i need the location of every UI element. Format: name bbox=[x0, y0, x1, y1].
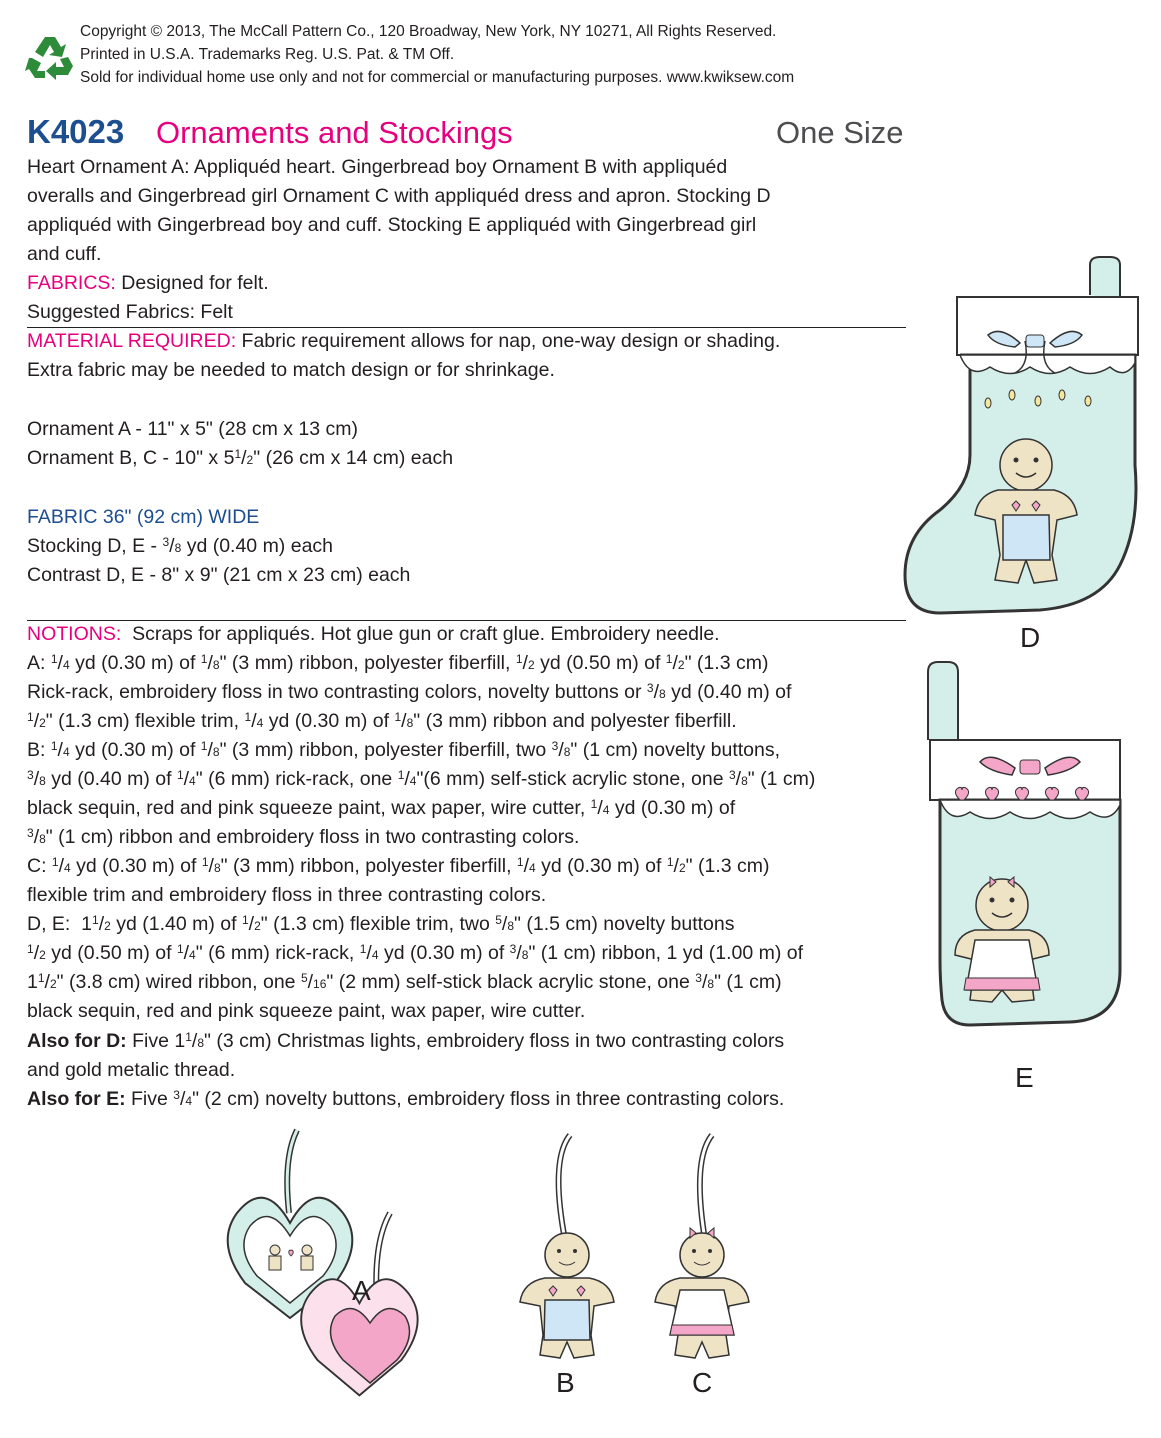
sold-text: Sold for individual home use only and not for commercial or manufacturing purposes. www.kwiksew.com bbox=[80, 69, 795, 86]
view-label-c: C bbox=[692, 1367, 713, 1398]
material-line-2: Extra fabric may be needed to match design or for shrinkage. bbox=[27, 359, 555, 381]
view-label-a: A bbox=[352, 1275, 371, 1306]
stocking-text: yd (0.40 m) each bbox=[186, 535, 334, 557]
notions-b-line-1: B: $^1$/4 yd (0.30 m) of $^1$/8" (3 mm) ribbon, polyester fiberfill, two $^3$/8" (1 cm) novelty buttons, bbox=[27, 739, 781, 761]
description-line: and cuff. bbox=[27, 243, 102, 265]
notions-e-label: Also for E: bbox=[27, 1088, 126, 1110]
description-line: Heart Ornament A: Appliquéd heart. Gingerbread boy Ornament B with appliquéd bbox=[27, 156, 728, 178]
notions-d-text-2: " (3 cm) Christmas lights, embroidery floss in two contrasting colors bbox=[204, 1030, 785, 1052]
material-text: Fabric requirement allows for nap, one-way design or shading. bbox=[241, 330, 781, 352]
notions-a-line-2: Rick-rack, embroidery floss in two contrasting colors, novelty buttons or $^3$/8 yd (0.40 m) of bbox=[27, 681, 792, 703]
notions-de-label: D, E: bbox=[27, 913, 71, 935]
pattern-size: One Size bbox=[776, 115, 904, 150]
printed-text: Printed in U.S.A. Trademarks Reg. U.S. Pat. & TM Off. bbox=[80, 46, 455, 63]
notions-b-line-2: $^3$/8 yd (0.40 m) of $^1$/4" (6 mm) rick-rack, one $^1$/4"(6 mm) self-stick acrylic stone, one $^3$/8" (1 cm) bbox=[27, 768, 816, 790]
stocking-label: Stocking D, E - bbox=[27, 535, 158, 557]
notions-de-line-4: black sequin, red and pink squeeze paint, wax paper, wire cutter. bbox=[27, 1000, 586, 1022]
notions-line bbox=[27, 623, 720, 646]
pattern-code: K4023 bbox=[27, 113, 125, 150]
suggested-fabrics: Suggested Fabrics: Felt bbox=[27, 301, 233, 323]
contrast-yardage bbox=[27, 564, 410, 587]
pattern-title: Ornaments and Stockings bbox=[156, 115, 513, 150]
notions-a-line-1: A: $^1$/4 yd (0.30 m) of $^1$/8" (3 mm) ribbon, polyester fiberfill, $^1$/2 yd (0.50 m) of $^1$/2" (1.3 cm) bbox=[27, 652, 769, 674]
divider bbox=[27, 327, 906, 328]
divider bbox=[27, 620, 906, 621]
description-line: appliquéd with Gingerbread boy and cuff. Stocking E appliquéd with Gingerbread girl bbox=[27, 214, 757, 236]
notions-b-line-4: $^3$/8" (1 cm) ribbon and embroidery floss in two contrasting colors. bbox=[27, 826, 580, 848]
ornament-c-illustration bbox=[650, 1130, 755, 1370]
ornament-a-illustration bbox=[225, 1118, 420, 1423]
notions-e-text-2: " (2 cm) novelty buttons, embroidery floss in three contrasting colors. bbox=[192, 1088, 785, 1110]
notions-e-text: Five bbox=[131, 1088, 168, 1110]
copyright-text: Copyright © 2013, The McCall Pattern Co., 120 Broadway, New York, NY 10271, All Rights Reserved. bbox=[80, 23, 777, 40]
ornament-bc-text-2: " (26 cm x 14 cm) each bbox=[253, 447, 454, 469]
fabric-width-heading: FABRIC 36" (92 cm) WIDE bbox=[27, 506, 260, 528]
notions-b-line-3: black sequin, red and pink squeeze paint, wax paper, wire cutter, $^1$/4 yd (0.30 m) of bbox=[27, 797, 736, 819]
notions-text: Scraps for appliqués. Hot glue gun or craft glue. Embroidery needle. bbox=[132, 623, 720, 645]
description-line: overalls and Gingerbread girl Ornament C with appliquéd dress and apron. Stocking D bbox=[27, 185, 771, 207]
view-label-d: D bbox=[1020, 622, 1041, 653]
ornament-bc-text: 10" x 5 bbox=[174, 447, 235, 469]
notions-de-line-2: $^1$/2 yd (0.50 m) of $^1$/4" (6 mm) rick-rack, $^1$/4 yd (0.30 m) of $^3$/8" (1 cm) ribbon, 1 yd (1.00 m) of bbox=[27, 942, 804, 964]
view-label-e: E bbox=[1015, 1062, 1034, 1093]
recycle-icon bbox=[25, 33, 75, 83]
ornament-bc-yardage: Ornament B, C - 10" x $5^1/2$" (26 cm x 14 cm) each bbox=[27, 447, 454, 469]
notions-e-line: Also for E: Five $^3$/4" (2 cm) novelty buttons, embroidery floss in three contrasting colors. bbox=[27, 1088, 785, 1110]
notions-a-label: A: bbox=[27, 652, 46, 674]
material-line bbox=[27, 330, 780, 353]
notions-label: NOTIONS: bbox=[27, 623, 122, 645]
notions-b-label: B: bbox=[27, 739, 46, 761]
stocking-d-illustration bbox=[900, 255, 1150, 630]
ornament-a-label: Ornament A - bbox=[27, 418, 142, 440]
contrast-text: 8" x 9" (21 cm x 23 cm) each bbox=[161, 564, 411, 586]
notions-d-line-1: Also for D: Five $1^1/8$" (3 cm) Christmas lights, embroidery floss in two contrasting colors bbox=[27, 1030, 785, 1052]
notions-d-text: Five 1 bbox=[132, 1030, 186, 1052]
notions-de-line-1: D, E: $1^1/2$ yd (1.40 m) of $^1$/2" (1.3 cm) flexible trim, two $^5$/8" (1.5 cm) novelty buttons bbox=[27, 913, 735, 935]
notions-d-line-2: and gold metalic thread. bbox=[27, 1059, 236, 1081]
notions-d-label: Also for D: bbox=[27, 1030, 127, 1052]
ornament-bc-label: Ornament B, C - bbox=[27, 447, 169, 469]
fabrics-label: FABRICS: bbox=[27, 272, 116, 294]
fabrics-line bbox=[27, 272, 269, 295]
fabrics-text: Designed for felt. bbox=[121, 272, 269, 294]
material-label: MATERIAL REQUIRED: bbox=[27, 330, 237, 352]
ornament-b-illustration bbox=[515, 1130, 620, 1370]
notions-c-line-2: flexible trim and embroidery floss in three contrasting colors. bbox=[27, 884, 547, 906]
notions-a-line-3: $^1$/2" (1.3 cm) flexible trim, $^1$/4 yd (0.30 m) of $^1$/8" (3 mm) ribbon and polyester fiberfill. bbox=[27, 710, 737, 732]
notions-c-label: C: bbox=[27, 855, 47, 877]
notions-c-line-1: C: $^1$/4 yd (0.30 m) of $^1$/8" (3 mm) ribbon, polyester fiberfill, $^1$/4 yd (0.30 m) of $^1$/2" (1.3 cm) bbox=[27, 855, 770, 877]
contrast-label: Contrast D, E - bbox=[27, 564, 156, 586]
ornament-a-text: 11" x 5" (28 cm x 13 cm) bbox=[147, 418, 359, 440]
stocking-yardage: Stocking D, E - $^3$/8 yd (0.40 m) each bbox=[27, 535, 334, 557]
ornament-a-yardage bbox=[27, 418, 358, 441]
notions-de-line-3: $1^1/2$" (3.8 cm) wired ribbon, one $^5$/16" (2 mm) self-stick black acrylic stone, one $^3$/8" (1 cm) bbox=[27, 971, 782, 993]
view-label-b: B bbox=[556, 1367, 575, 1398]
stocking-e-illustration bbox=[920, 660, 1160, 1040]
